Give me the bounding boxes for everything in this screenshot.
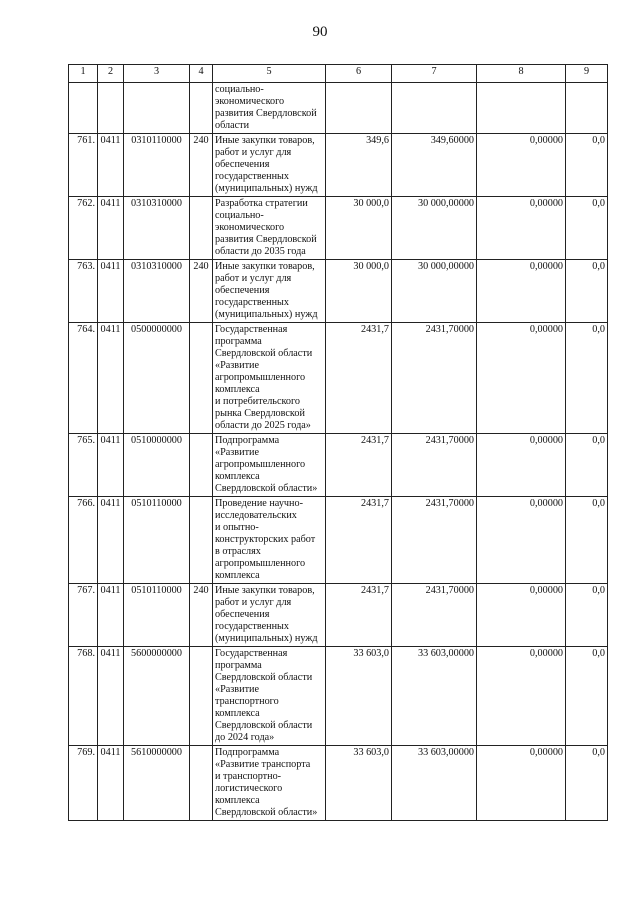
- amount-col8: 0,00000: [477, 434, 566, 497]
- amount-col7: 2431,70000: [392, 584, 477, 647]
- amount-col8: 0,00000: [477, 323, 566, 434]
- row-number: 766.: [69, 497, 98, 584]
- row-number: 769.: [69, 746, 98, 821]
- amount-col6: 2431,7: [326, 584, 392, 647]
- target-code: 0510000000: [124, 434, 190, 497]
- amount-col7: 33 603,00000: [392, 746, 477, 821]
- item-name: Иные закупки товаров, работ и услуг для обеспечения государственных (муниципальных) нужд: [213, 260, 326, 323]
- amount-col9: 0,0: [566, 497, 608, 584]
- row-number: 763.: [69, 260, 98, 323]
- table-row: [69, 134, 608, 197]
- target-code: 0310310000: [124, 260, 190, 323]
- item-name: Иные закупки товаров, работ и услуг для обеспечения государственных (муниципальных) нужд: [213, 584, 326, 647]
- expense-type: [190, 434, 213, 497]
- row-number: 762.: [69, 197, 98, 260]
- item-name: Проведение научно- исследовательских и опытно- конструкторских работ в отраслях агропромышленного комплекса: [213, 497, 326, 584]
- amount-col7: 30 000,00000: [392, 197, 477, 260]
- amount-col7: [392, 83, 477, 134]
- amount-col8: 0,00000: [477, 260, 566, 323]
- row-number: 761.: [69, 134, 98, 197]
- section-code: 0411: [98, 434, 124, 497]
- amount-col7: 2431,70000: [392, 497, 477, 584]
- amount-col8: 0,00000: [477, 746, 566, 821]
- amount-col7: 2431,70000: [392, 434, 477, 497]
- col-header: 8: [477, 65, 566, 83]
- amount-col8: 0,00000: [477, 197, 566, 260]
- target-code: 5610000000: [124, 746, 190, 821]
- expense-type: [190, 497, 213, 584]
- item-name: Подпрограмма «Развитие транспорта и транспортно- логистического комплекса Свердловской области»: [213, 746, 326, 821]
- amount-col9: 0,0: [566, 746, 608, 821]
- amount-col9: 0,0: [566, 197, 608, 260]
- amount-col7: 33 603,00000: [392, 647, 477, 746]
- amount-col9: 0,0: [566, 134, 608, 197]
- row-number: 764.: [69, 323, 98, 434]
- expense-type: 240: [190, 584, 213, 647]
- expense-type: 240: [190, 134, 213, 197]
- expense-type: [190, 323, 213, 434]
- target-code: 0510110000: [124, 497, 190, 584]
- amount-col6: 30 000,0: [326, 197, 392, 260]
- item-name: Государственная программа Свердловской области «Развитие агропромышленного комплекса и потребительского рынка Свердловской области до 2025 года»: [213, 323, 326, 434]
- table-row: [69, 323, 608, 434]
- amount-col8: 0,00000: [477, 647, 566, 746]
- table-row: [69, 83, 608, 134]
- target-code: 0310310000: [124, 197, 190, 260]
- amount-col9: 0,0: [566, 260, 608, 323]
- target-code: 5600000000: [124, 647, 190, 746]
- col-header: 6: [326, 65, 392, 83]
- amount-col6: 2431,7: [326, 497, 392, 584]
- col-header: 7: [392, 65, 477, 83]
- amount-col7: 349,60000: [392, 134, 477, 197]
- amount-col6: 30 000,0: [326, 260, 392, 323]
- table-row: [69, 260, 608, 323]
- amount-col6: 349,6: [326, 134, 392, 197]
- expense-type: [190, 746, 213, 821]
- item-name: Иные закупки товаров, работ и услуг для обеспечения государственных (муниципальных) нужд: [213, 134, 326, 197]
- amount-col6: 2431,7: [326, 434, 392, 497]
- section-code: 0411: [98, 584, 124, 647]
- amount-col6: 2431,7: [326, 323, 392, 434]
- expense-type: 240: [190, 260, 213, 323]
- section-code: 0411: [98, 134, 124, 197]
- amount-col8: 0,00000: [477, 584, 566, 647]
- table-row: [69, 746, 608, 821]
- section-code: 0411: [98, 197, 124, 260]
- section-code: 0411: [98, 746, 124, 821]
- row-number: 767.: [69, 584, 98, 647]
- row-number: 768.: [69, 647, 98, 746]
- section-code: 0411: [98, 260, 124, 323]
- section-code: [98, 83, 124, 134]
- expense-type: [190, 83, 213, 134]
- target-code: [124, 83, 190, 134]
- table-row: [69, 647, 608, 746]
- amount-col9: 0,0: [566, 323, 608, 434]
- header-row: [69, 65, 608, 83]
- amount-col8: [477, 83, 566, 134]
- page-number: 90: [312, 24, 328, 40]
- table-row: [69, 497, 608, 584]
- table-row: [69, 434, 608, 497]
- col-header: 4: [190, 65, 213, 83]
- table-row: [69, 584, 608, 647]
- amount-col9: 0,0: [566, 584, 608, 647]
- item-name: Разработка стратегии социально- экономического развития Свердловской области до 2035 года: [213, 197, 326, 260]
- target-code: 0500000000: [124, 323, 190, 434]
- section-code: 0411: [98, 647, 124, 746]
- amount-col9: 0,0: [566, 434, 608, 497]
- col-header: 1: [69, 65, 98, 83]
- amount-col6: 33 603,0: [326, 647, 392, 746]
- row-number: 765.: [69, 434, 98, 497]
- row-number: [69, 83, 98, 134]
- col-header: 5: [213, 65, 326, 83]
- table-row: [69, 197, 608, 260]
- section-code: 0411: [98, 323, 124, 434]
- target-code: 0510110000: [124, 584, 190, 647]
- expense-type: [190, 197, 213, 260]
- amount-col6: 33 603,0: [326, 746, 392, 821]
- target-code: 0310110000: [124, 134, 190, 197]
- amount-col7: 30 000,00000: [392, 260, 477, 323]
- amount-col7: 2431,70000: [392, 323, 477, 434]
- section-code: 0411: [98, 497, 124, 584]
- amount-col6: [326, 83, 392, 134]
- amount-col9: [566, 83, 608, 134]
- col-header: 9: [566, 65, 608, 83]
- amount-col8: 0,00000: [477, 134, 566, 197]
- item-name: Государственная программа Свердловской области «Развитие транспортного комплекса Свердловской области до 2024 года»: [213, 647, 326, 746]
- budget-table: [68, 64, 608, 821]
- item-name: социально- экономического развития Свердловской области: [213, 83, 326, 134]
- amount-col8: 0,00000: [477, 497, 566, 584]
- amount-col9: 0,0: [566, 647, 608, 746]
- col-header: 3: [124, 65, 190, 83]
- col-header: 2: [98, 65, 124, 83]
- expense-type: [190, 647, 213, 746]
- item-name: Подпрограмма «Развитие агропромышленного комплекса Свердловской области»: [213, 434, 326, 497]
